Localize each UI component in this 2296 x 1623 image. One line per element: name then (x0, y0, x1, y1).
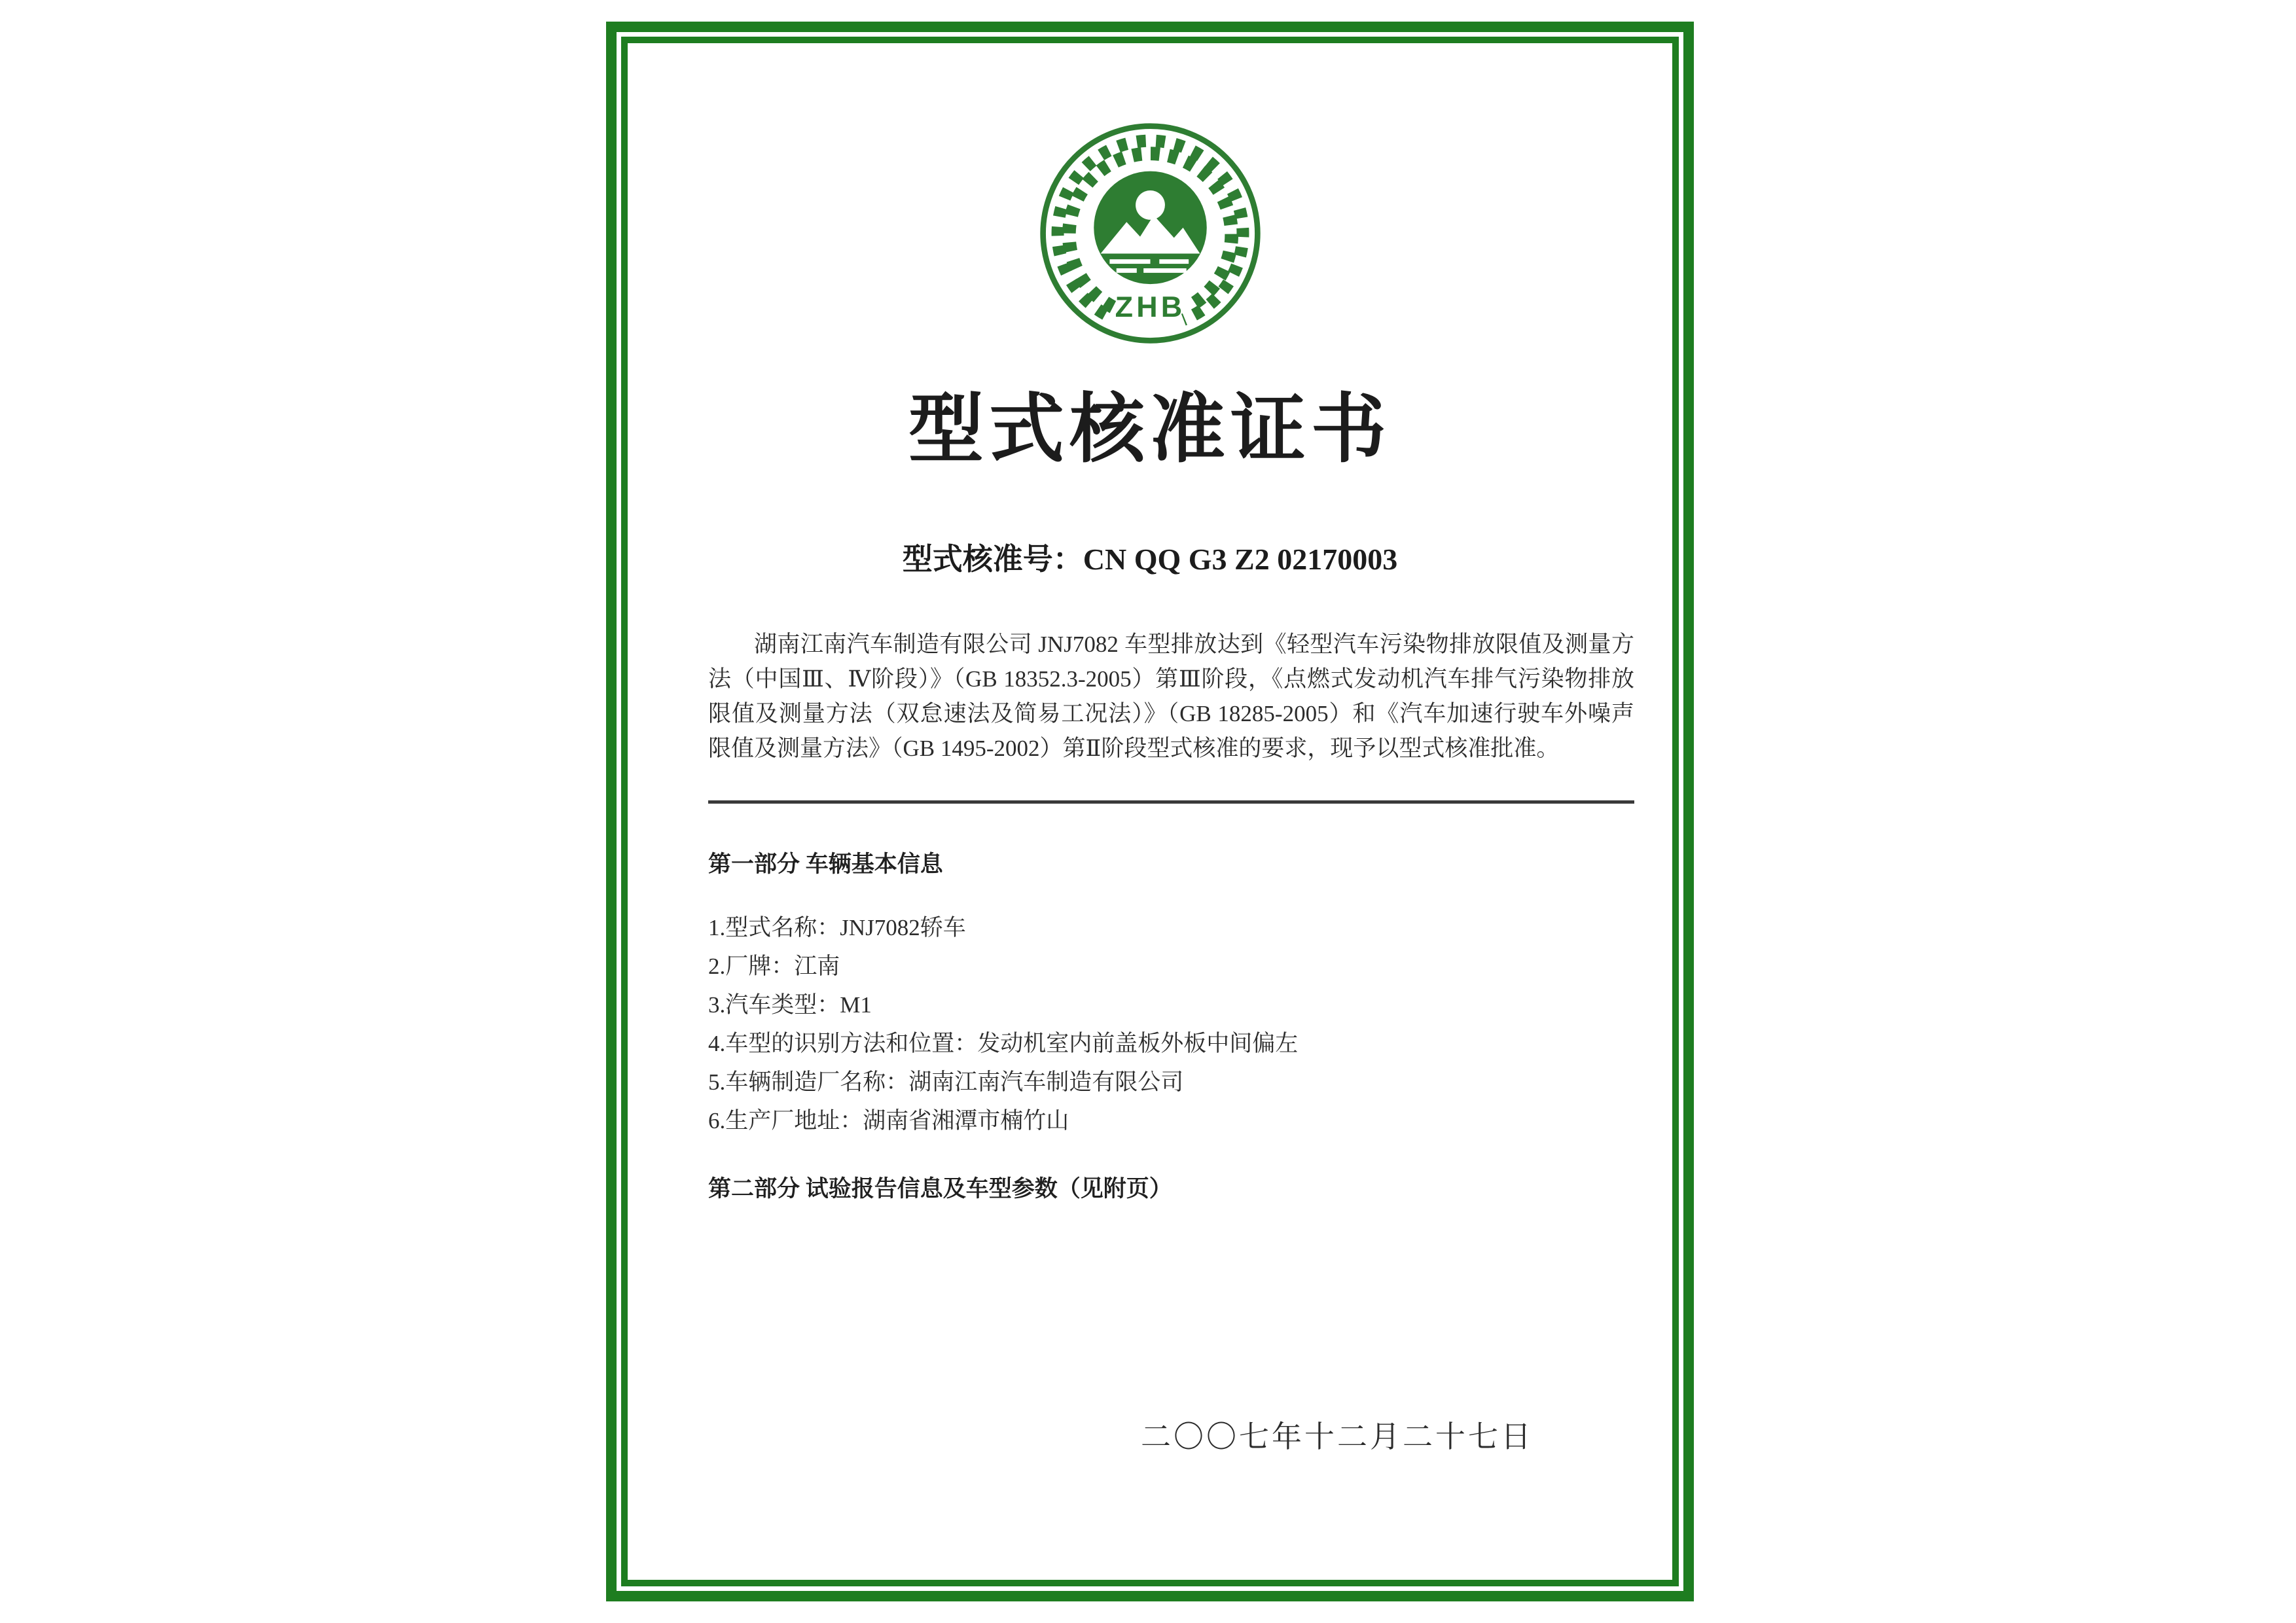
divider-line (708, 800, 1634, 804)
approval-number-value: CN QQ G3 Z2 02170003 (1083, 543, 1398, 576)
certificate-title: 型式核准证书 (908, 388, 1391, 471)
list-item-model-name: 1.型式名称：JNJ7082轿车 (708, 915, 966, 940)
list-item-vehicle-category: 3.汽车类型：M1 (708, 992, 872, 1018)
zhb-environmental-logo (628, 120, 1672, 349)
list-item-factory-address: 6.生产厂地址：湖南省湘潭市楠竹山 (708, 1108, 1069, 1133)
zhb-logo-icon (1037, 120, 1263, 346)
list-item-identification-method: 4.车型的识别方法和位置：发动机室内前盖板外板中间偏左 (708, 1031, 1299, 1056)
list-item-manufacturer-name: 5.车辆制造厂名称：湖南江南汽车制造有限公司 (708, 1069, 1184, 1095)
certificate-outer-border (606, 22, 1694, 1601)
approval-number-label: 型式核准号： (902, 543, 1083, 576)
approval-number-line (628, 540, 1672, 579)
certificate-inner-border (621, 37, 1679, 1586)
vehicle-info-list (708, 908, 1634, 1140)
section2-heading: 第二部分 试验报告信息及车型参数（见附页） (708, 1176, 1172, 1202)
issue-date: 二〇〇七年十二月二十七日 (1141, 1420, 1534, 1454)
approval-statement: 湖南江南汽车制造有限公司 JNJ7082 车型排放达到《轻型汽车污染物排放限值及测量方法（中国Ⅲ、Ⅳ阶段）》（GB 18352.3-2005）第Ⅲ阶段，《点燃式发动机汽车排气污染物排放限值及测量方法（双怠速法及简易工况法）》（GB 18285-2005）和《汽车加速行驶车外噪声限值及测量方法》（GB 1495-2002）第Ⅱ阶段型式核准的要求，现予以型式核准批准。 (708, 632, 1634, 761)
list-item-brand: 2.厂牌：江南 (708, 954, 840, 979)
zhb-logo-text: ZHB (1115, 290, 1185, 324)
section1-heading: 第一部分 车辆基本信息 (708, 851, 943, 877)
